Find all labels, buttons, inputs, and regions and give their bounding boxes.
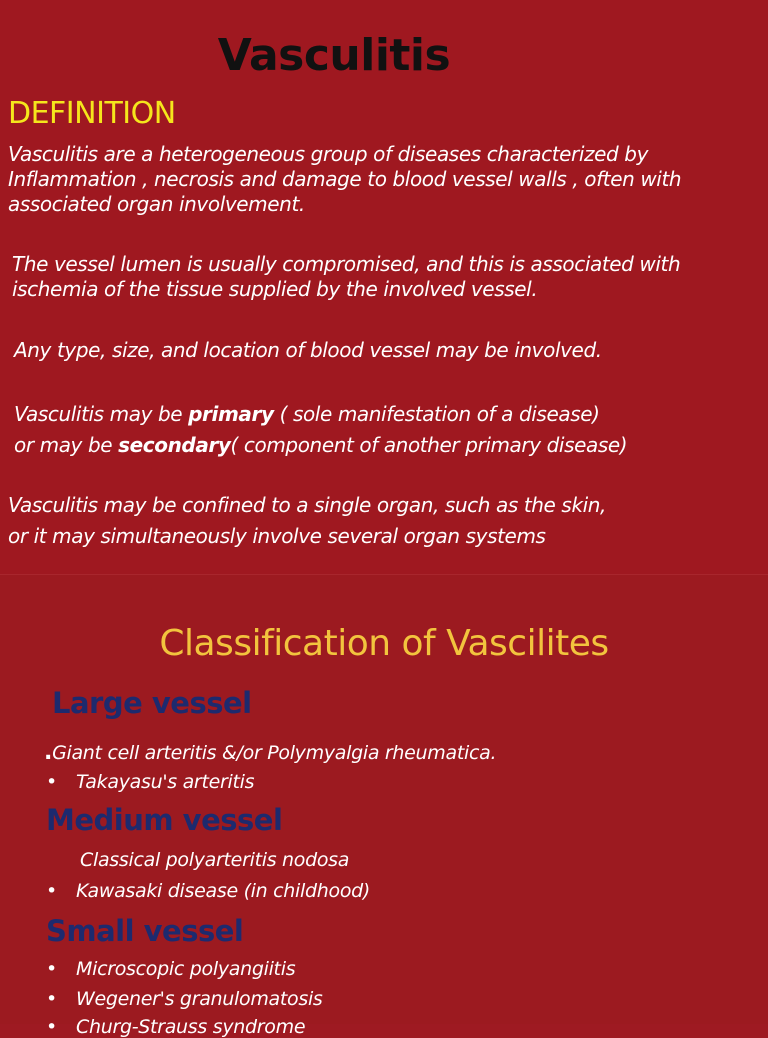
classification-title: Classification of Vascilites (159, 623, 609, 664)
item-marker: . (44, 740, 53, 765)
vessel-type-paragraph: Any type, size, and location of blood vessel may be involved. (14, 338, 602, 362)
secondary-line-pre: or may be (14, 433, 119, 457)
list-item (46, 771, 254, 793)
item-text: Kawasaki disease (in childhood) (76, 880, 371, 902)
organ-line-1: Vasculitis may be confined to a single organ, such as the skin, (8, 493, 607, 517)
item-text: Microscopic polyangiitis (76, 958, 296, 980)
large-vessel-heading: Large vessel (52, 686, 252, 720)
primary-secondary-paragraph (14, 399, 768, 461)
definition-paragraph: Vasculitis are a heterogeneous group of diseases characterized by Inflammation , necrosis and damage to blood vessel walls , often with associated organ involvement. (8, 142, 682, 216)
list-item (80, 849, 349, 871)
item-text: Churg-Strauss syndrome (76, 1016, 306, 1038)
item-text: Classical polyarteritis nodosa (80, 849, 350, 871)
list-item (44, 740, 496, 765)
list-item (46, 958, 295, 980)
item-text: Giant cell arteritis &/or Polymyalgia rheumatica. (52, 742, 497, 764)
slide-title: Vasculitis (217, 30, 451, 81)
small-vessel-heading: Small vessel (46, 914, 244, 948)
definition-heading: DEFINITION (8, 96, 176, 131)
item-text: Wegener's granulomatosis (76, 988, 323, 1010)
organ-involvement-paragraph (8, 490, 763, 552)
item-text: Takayasu's arteritis (76, 771, 255, 793)
bullet-icon: • (46, 958, 57, 980)
list-item (46, 880, 370, 902)
list-item (46, 988, 323, 1010)
primary-line-pre: Vasculitis may be (14, 402, 189, 426)
medium-vessel-heading: Medium vessel (46, 803, 283, 837)
list-item (46, 1016, 305, 1038)
organ-line-2: or it may simultaneously involve several organ systems (8, 524, 546, 548)
bullet-icon: • (46, 988, 57, 1010)
primary-term: primary (188, 402, 274, 426)
lumen-paragraph: The vessel lumen is usually compromised, and this is associated with ischemia of the tissue supplied by the involved vessel. (12, 252, 681, 301)
bullet-icon: • (46, 1016, 57, 1038)
secondary-line-post: ( component of another primary disease) (230, 433, 628, 457)
primary-line-post: ( sole manifestation of a disease) (273, 402, 600, 426)
bullet-icon: • (46, 771, 57, 793)
bullet-icon: • (46, 880, 57, 902)
secondary-term: secondary (118, 433, 231, 457)
